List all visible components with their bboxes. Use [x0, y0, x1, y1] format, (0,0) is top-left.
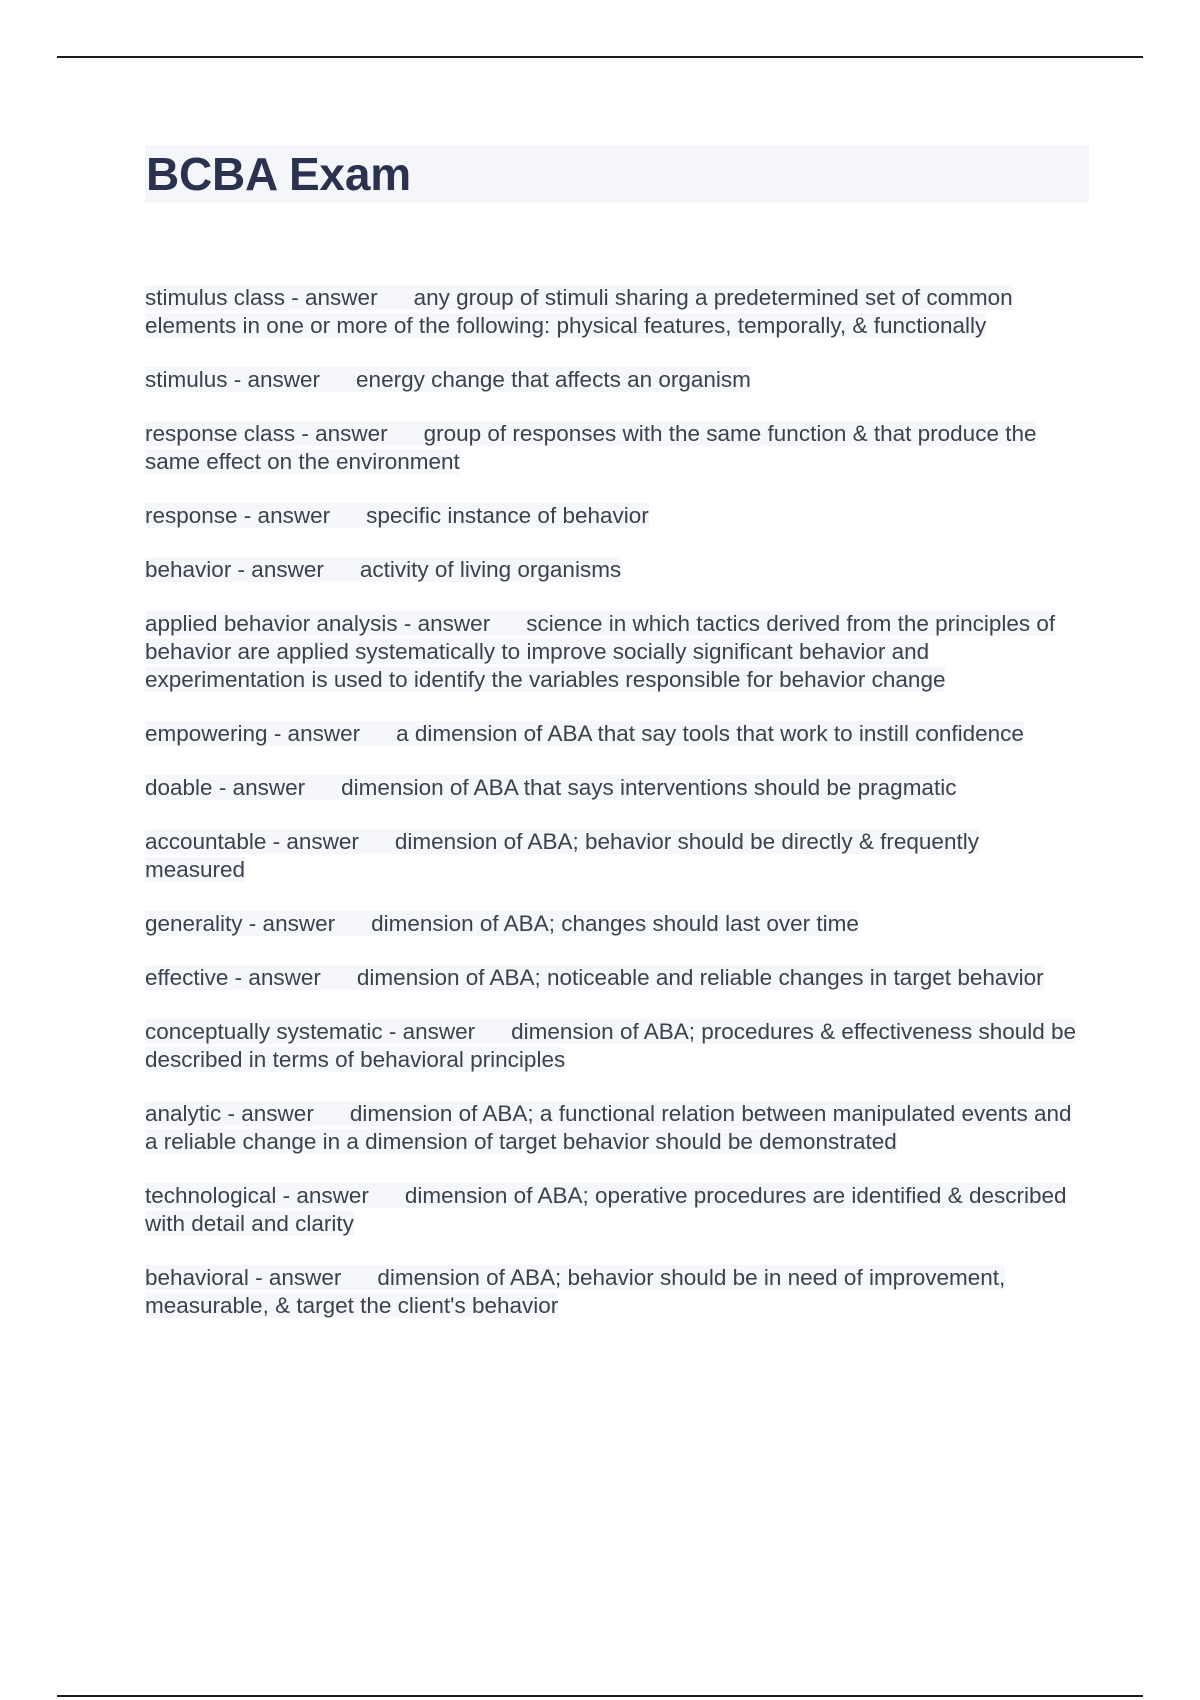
flashcard-list — [145, 284, 1085, 1346]
flashcard-entry — [145, 284, 1085, 340]
entry-term: response class - answer — [145, 421, 388, 446]
top-rule — [57, 56, 1143, 58]
entry-term: doable - answer — [145, 775, 306, 800]
entry-term: effective - answer — [145, 965, 321, 990]
entry-term: analytic - answer — [145, 1101, 314, 1126]
flashcard-entry — [145, 556, 1085, 584]
entry-definition: dimension of ABA; a functional relation between manipulated events and a reliable change in a dimension of target behavior should be demonstrated — [145, 1101, 1072, 1154]
flashcard-entry — [145, 720, 1085, 748]
entry-definition: dimension of ABA; noticeable and reliable changes in target behavior — [356, 965, 1044, 990]
entry-term: conceptually systematic - answer — [145, 1019, 476, 1044]
entry-term: generality - answer — [145, 911, 336, 936]
entry-term: behavior - answer — [145, 557, 324, 582]
entry-term: stimulus - answer — [145, 367, 321, 392]
entry-definition: dimension of ABA; procedures & effectiveness should be described in terms of behavioral principles — [145, 1019, 1077, 1072]
flashcard-entry — [145, 1264, 1085, 1320]
entry-term: response - answer — [145, 503, 331, 528]
flashcard-entry — [145, 610, 1085, 694]
flashcard-entry — [145, 910, 1085, 938]
entry-definition: energy change that affects an organism — [356, 367, 751, 392]
entry-definition: dimension of ABA; behavior should be in need of improvement, measurable, & target the client's behavior — [145, 1265, 1006, 1318]
entry-definition: any group of stimuli sharing a predetermined set of common elements in one or more of the following: physical features, temporally, & functionally — [145, 285, 1013, 338]
flashcard-entry — [145, 420, 1085, 476]
entry-definition: a dimension of ABA that say tools that work to instill confidence — [396, 721, 1024, 746]
entry-definition: specific instance of behavior — [366, 503, 649, 528]
entry-term: accountable - answer — [145, 829, 359, 854]
flashcard-entry — [145, 964, 1085, 992]
flashcard-entry — [145, 1018, 1085, 1074]
entry-definition: group of responses with the same function & that produce the same effect on the environment — [145, 421, 1037, 474]
flashcard-entry — [145, 828, 1085, 884]
entry-term: empowering - answer — [145, 721, 361, 746]
entry-definition: dimension of ABA; changes should last over time — [371, 911, 859, 936]
entry-definition: dimension of ABA; operative procedures are identified & described with detail and clarity — [145, 1183, 1067, 1236]
entry-definition: dimension of ABA that says interventions should be pragmatic — [341, 775, 957, 800]
flashcard-entry — [145, 366, 1085, 394]
flashcard-entry — [145, 774, 1085, 802]
entry-term: technological - answer — [145, 1183, 369, 1208]
entry-definition: dimension of ABA; behavior should be directly & frequently measured — [145, 829, 979, 882]
entry-term: stimulus class - answer — [145, 285, 378, 310]
bottom-rule — [57, 1695, 1143, 1697]
page-title: BCBA Exam — [146, 148, 411, 200]
entry-term: behavioral - answer — [145, 1265, 342, 1290]
flashcard-entry — [145, 1182, 1085, 1238]
entry-definition: activity of living organisms — [359, 557, 622, 582]
entry-definition: science in which tactics derived from the principles of behavior are applied systematically to improve socially significant behavior and experimentation is used to identify the variables responsible for behavior change — [145, 611, 1056, 692]
flashcard-entry — [145, 1100, 1085, 1156]
flashcard-entry — [145, 502, 1085, 530]
entry-term: applied behavior analysis - answer — [145, 611, 491, 636]
